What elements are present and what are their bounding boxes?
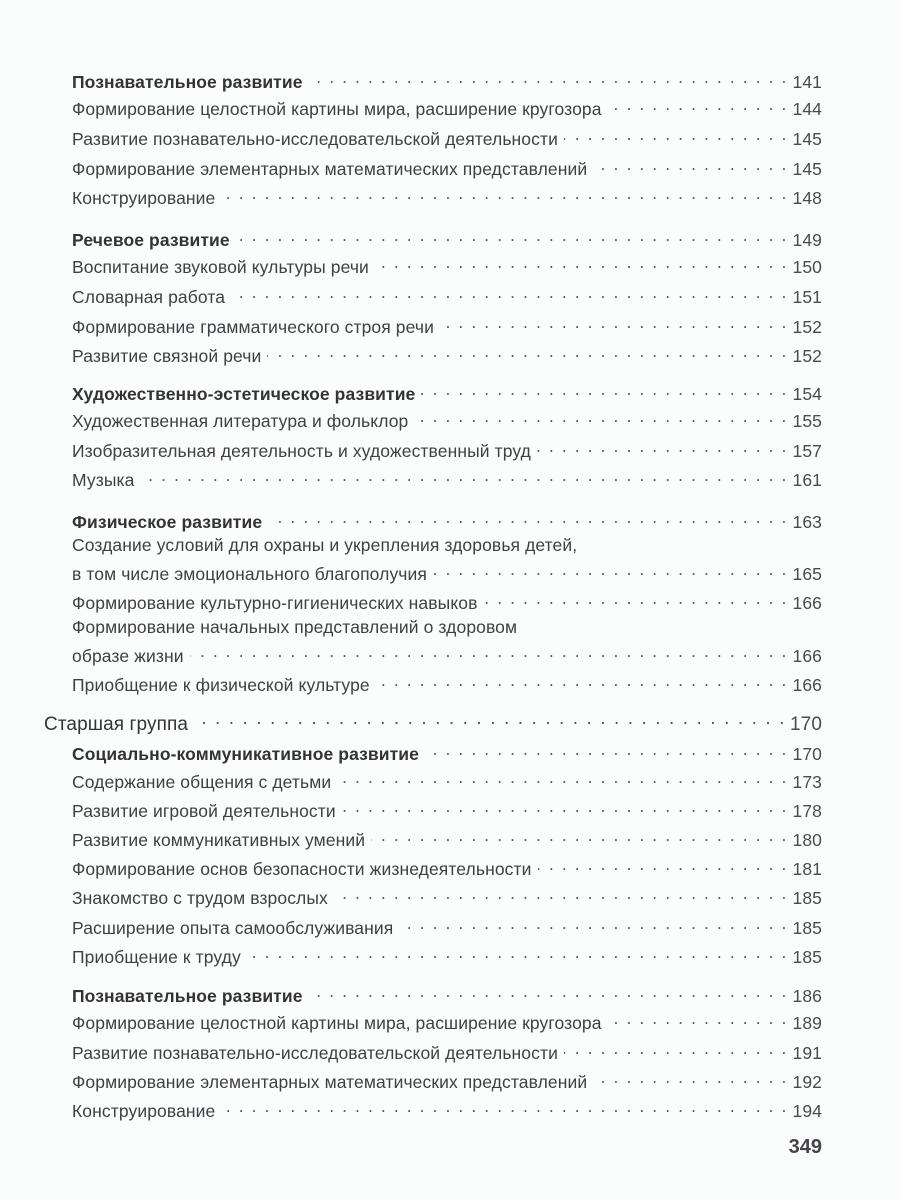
toc-entry-title: Воспитание звуковой культуры речи bbox=[72, 257, 369, 277]
dot-leader bbox=[608, 1007, 788, 1029]
toc-entry-page-number: 144 bbox=[792, 99, 822, 119]
toc-entry bbox=[72, 123, 822, 150]
toc-entry-title: Приобщение к физической культуре bbox=[72, 675, 370, 695]
toc-entry-title: Создание условий для охраны и укрепления здоровья детей, bbox=[72, 535, 578, 555]
toc-entry bbox=[72, 941, 822, 968]
dot-leader bbox=[537, 435, 788, 457]
toc-entry-page-number: 180 bbox=[792, 830, 822, 850]
toc-subsection-heading bbox=[72, 738, 822, 765]
dot-leader bbox=[608, 93, 788, 115]
toc-entry-page-number: 191 bbox=[792, 1043, 822, 1063]
toc-entry bbox=[72, 795, 822, 822]
dot-leader bbox=[593, 1066, 788, 1088]
toc-entry bbox=[72, 558, 822, 585]
toc-entry-page-number: 189 bbox=[792, 1013, 822, 1033]
toc-entry-title: Речевое развитие bbox=[72, 230, 230, 250]
toc-entry-page-number: 173 bbox=[792, 772, 822, 792]
toc-subsection-heading bbox=[72, 378, 822, 405]
toc-entry-page-number: 170 bbox=[789, 714, 822, 735]
dot-leader bbox=[342, 795, 788, 817]
toc-entry bbox=[72, 464, 822, 491]
toc-entry-page-number: 152 bbox=[792, 346, 822, 366]
toc-entry bbox=[72, 1037, 822, 1064]
toc-entry bbox=[72, 281, 822, 308]
toc-entry bbox=[72, 853, 822, 880]
dot-leader bbox=[538, 853, 788, 875]
page-number: 349 bbox=[788, 1136, 822, 1158]
toc-entry-page-number: 148 bbox=[792, 188, 822, 208]
dot-leader bbox=[334, 882, 788, 904]
toc-entry-page-number: 178 bbox=[792, 801, 822, 821]
toc-entry bbox=[72, 405, 822, 432]
toc-entry-title: в том числе эмоционального благополучия bbox=[72, 564, 427, 584]
toc-entry-title: Познавательное развитие bbox=[72, 986, 303, 1006]
toc-entry bbox=[72, 882, 822, 909]
toc-entry bbox=[72, 587, 822, 614]
toc-entry-page-number: 154 bbox=[792, 384, 822, 404]
toc-entry bbox=[72, 153, 822, 180]
dot-leader bbox=[221, 1095, 788, 1117]
toc-entry bbox=[72, 93, 822, 120]
toc-entry-page-number: 194 bbox=[792, 1101, 822, 1121]
toc-entry-page-number: 145 bbox=[792, 159, 822, 179]
toc-entry bbox=[72, 669, 822, 696]
toc-entry-page-number: 170 bbox=[792, 744, 822, 764]
toc-entry bbox=[72, 616, 822, 638]
toc-entry-title: Приобщение к труду bbox=[72, 947, 241, 967]
toc-entry-page-number: 166 bbox=[792, 675, 822, 695]
dot-leader bbox=[564, 1037, 788, 1059]
toc-entry-page-number: 165 bbox=[792, 564, 822, 584]
toc-entry-page-number: 141 bbox=[792, 72, 822, 92]
toc-entry-page-number: 161 bbox=[792, 470, 822, 490]
toc-entry bbox=[72, 912, 822, 939]
dot-leader bbox=[484, 587, 789, 609]
dot-leader bbox=[141, 464, 789, 486]
toc-entry-title: Формирование целостной картины мира, расширение кругозора bbox=[72, 1013, 602, 1033]
toc-entry-title: Формирование грамматического строя речи bbox=[72, 317, 434, 337]
toc-entry-title: Содержание общения с детьми bbox=[72, 772, 332, 792]
toc-entry bbox=[72, 1095, 822, 1122]
toc-entry-page-number: 185 bbox=[792, 947, 822, 967]
toc-entry-page-number: 155 bbox=[792, 411, 822, 431]
toc-entry-title: Социально-коммуникативное развитие bbox=[72, 744, 419, 764]
toc-entry-page-number: 185 bbox=[792, 888, 822, 908]
toc-entry-title: Конструирование bbox=[72, 1101, 216, 1121]
toc-entry-title: Формирование основ безопасности жизнедеятельности bbox=[72, 859, 532, 879]
toc-entry-page-number: 163 bbox=[792, 512, 822, 532]
toc-subsection-heading bbox=[72, 980, 822, 1007]
toc-entry-title: Формирование элементарных математических представлений bbox=[72, 1072, 588, 1092]
toc-entry-page-number: 152 bbox=[792, 317, 822, 337]
toc-entry-title: Развитие познавательно-исследовательской деятельности bbox=[72, 129, 558, 149]
toc-entry-title: Формирование начальных представлений о здоровом bbox=[72, 617, 518, 637]
toc-entry-title: Физическое развитие bbox=[72, 512, 263, 532]
dot-leader bbox=[564, 123, 788, 145]
toc-entry-title: Формирование целостной картины мира, расширение кругозора bbox=[72, 99, 602, 119]
toc-entry bbox=[72, 182, 822, 209]
toc-entry-title: Познавательное развитие bbox=[72, 72, 303, 92]
toc-entry-page-number: 145 bbox=[792, 129, 822, 149]
toc-entry-page-number: 181 bbox=[792, 859, 822, 879]
toc-entry-title: Конструирование bbox=[72, 188, 216, 208]
toc-entry-title: Старшая группа bbox=[44, 714, 189, 735]
toc-entry-title: Формирование культурно-гигиенических навыков bbox=[72, 593, 478, 613]
dot-leader bbox=[399, 912, 788, 934]
toc-entry-title: образе жизни bbox=[72, 646, 184, 666]
toc-entry-title: Развитие связной речи bbox=[72, 346, 262, 366]
dot-leader bbox=[593, 153, 788, 175]
toc-entry-title: Расширение опыта самообслуживания bbox=[72, 918, 394, 938]
toc-entry-page-number: 192 bbox=[792, 1072, 822, 1092]
toc-entry-title: Знакомство с трудом взрослых bbox=[72, 888, 328, 908]
dot-leader bbox=[425, 738, 788, 760]
dot-leader bbox=[433, 558, 788, 580]
toc-entry-title: Развитие коммуникативных умений bbox=[72, 830, 366, 850]
dot-leader bbox=[231, 281, 788, 303]
toc-entry-title: Художественно-эстетическое развитие bbox=[72, 384, 416, 404]
toc-entry-title: Словарная работа bbox=[72, 287, 226, 307]
toc-entry-page-number: 166 bbox=[792, 646, 822, 666]
toc-entry-page-number: 157 bbox=[792, 441, 822, 461]
toc-entry-page-number: 151 bbox=[792, 287, 822, 307]
toc-entry-page-number: 149 bbox=[792, 230, 822, 250]
toc-entry bbox=[72, 766, 822, 793]
toc-entry bbox=[72, 824, 822, 851]
dot-leader bbox=[221, 182, 788, 204]
toc-entry-title: Изобразительная деятельность и художественный труд bbox=[72, 441, 531, 461]
dot-leader bbox=[267, 340, 788, 362]
toc-entry-title: Формирование элементарных математических представлений bbox=[72, 159, 588, 179]
toc-entry bbox=[72, 251, 822, 278]
toc-entry bbox=[72, 311, 822, 338]
toc-entry-page-number: 166 bbox=[792, 593, 822, 613]
toc-entry-page-number: 186 bbox=[792, 986, 822, 1006]
toc-entry-page-number: 150 bbox=[792, 257, 822, 277]
dot-leader bbox=[371, 824, 788, 846]
dot-leader bbox=[309, 980, 788, 1002]
toc-subsection-heading bbox=[72, 506, 822, 533]
toc-entry-title: Художественная литература и фольклор bbox=[72, 411, 409, 431]
dot-leader bbox=[268, 506, 788, 528]
toc-entry bbox=[72, 435, 822, 462]
toc-entry bbox=[72, 1007, 822, 1034]
toc-entry-title: Музыка bbox=[72, 470, 135, 490]
toc-entry-page-number: 185 bbox=[792, 918, 822, 938]
dot-leader bbox=[375, 251, 788, 273]
toc-entry-title: Развитие познавательно-исследовательской деятельности bbox=[72, 1043, 558, 1063]
dot-leader bbox=[194, 708, 786, 730]
toc-subsection-heading bbox=[72, 224, 822, 251]
dot-leader bbox=[247, 941, 788, 963]
dot-leader bbox=[414, 405, 788, 427]
dot-leader bbox=[236, 224, 788, 246]
toc-entry bbox=[72, 340, 822, 367]
dot-leader bbox=[376, 669, 788, 691]
dot-leader bbox=[309, 66, 788, 88]
toc-entry bbox=[72, 640, 822, 667]
dot-leader bbox=[421, 378, 788, 400]
dot-leader bbox=[190, 640, 788, 662]
toc-subsection-heading bbox=[72, 66, 822, 93]
toc-section-heading bbox=[44, 708, 822, 736]
toc-entry bbox=[72, 534, 822, 556]
dot-leader bbox=[440, 311, 788, 333]
toc-entry-title: Развитие игровой деятельности bbox=[72, 801, 336, 821]
toc-entry bbox=[72, 1066, 822, 1093]
dot-leader bbox=[337, 766, 788, 788]
